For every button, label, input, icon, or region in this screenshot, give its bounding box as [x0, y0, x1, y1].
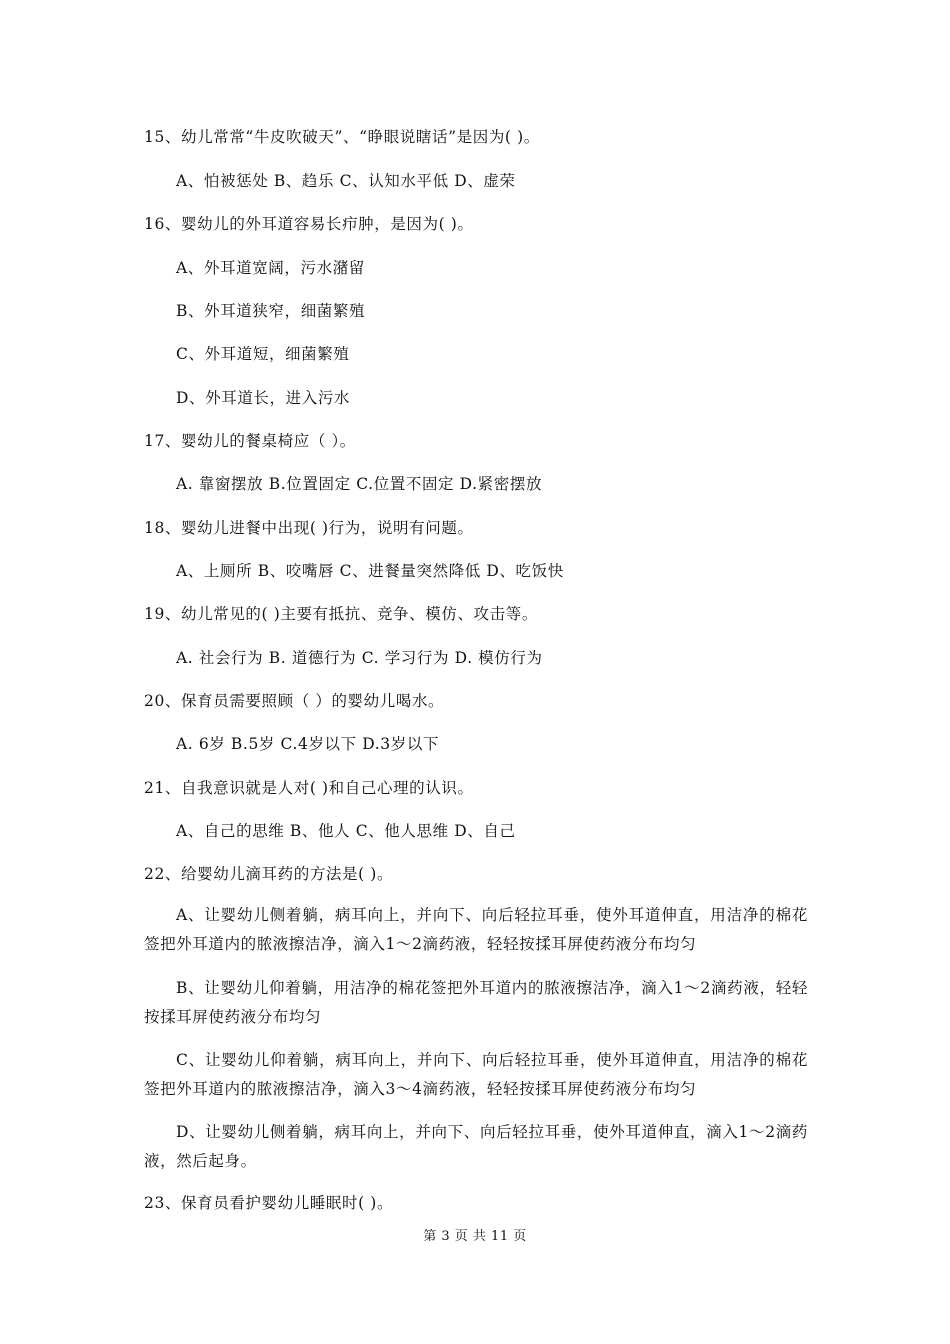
question-21-stem: 21、自我意识就是人对( )和自己心理的认识。: [144, 779, 474, 797]
question-22-option-c: C、让婴幼儿仰着躺，病耳向上，并向下、向后轻拉耳垂，使外耳道伸直，用洁净的棉花签把外耳道内的脓液擦洁净，滴入3～4滴药液，轻轻按揉耳屏使药液分布均匀: [144, 1051, 808, 1098]
question-22-option-d: D、让婴幼儿侧着躺，病耳向上，并向下、向后轻拉耳垂，使外耳道伸直，滴入1～2滴药液，然后起身。: [144, 1123, 808, 1170]
question-23-stem: 23、保育员看护婴幼儿睡眠时( )。: [144, 1194, 394, 1212]
question-20-stem: 20、保育员需要照顾（ ）的婴幼儿喝水。: [144, 692, 445, 710]
page-number-footer: 第 3 页 共 11 页: [423, 1229, 527, 1244]
question-22-stem: 22、给婴幼儿滴耳药的方法是( )。: [144, 865, 394, 883]
question-15-options: A、怕被惩处 B、趋乐 C、认知水平低 D、虚荣: [176, 172, 516, 190]
question-22-option-a: A、让婴幼儿侧着躺，病耳向上，并向下、向后轻拉耳垂，使外耳道伸直，用洁净的棉花签把外耳道内的脓液擦洁净，滴入1～2滴药液，轻轻按揉耳屏使药液分布均匀: [144, 906, 808, 953]
question-16-option-d: D、外耳道长，进入污水: [176, 389, 351, 407]
question-17-options: A. 靠窗摆放 B.位置固定 C.位置不固定 D.紧密摆放: [176, 475, 543, 493]
question-18-options: A、上厕所 B、咬嘴唇 C、进餐量突然降低 D、吃饭快: [176, 562, 564, 580]
question-19-options: A. 社会行为 B. 道德行为 C. 学习行为 D. 模仿行为: [176, 649, 543, 667]
question-16-option-c: C、外耳道短，细菌繁殖: [176, 345, 350, 363]
question-17-stem: 17、婴幼儿的餐桌椅应（ ）。: [144, 432, 356, 450]
question-21-options: A、自己的思维 B、他人 C、他人思维 D、自己: [176, 822, 516, 840]
question-22-option-b: B、让婴幼儿仰着躺，用洁净的棉花签把外耳道内的脓液擦洁净，滴入1～2滴药液，轻轻按揉耳屏使药液分布均匀: [144, 979, 808, 1026]
question-19-stem: 19、幼儿常见的( )主要有抵抗、竞争、模仿、攻击等。: [144, 605, 538, 623]
question-16-option-b: B、外耳道狭窄，细菌繁殖: [176, 302, 366, 320]
question-16-stem: 16、婴幼儿的外耳道容易长疖肿，是因为( )。: [144, 215, 474, 233]
question-20-options: A. 6岁 B.5岁 C.4岁以下 D.3岁以下: [176, 735, 440, 753]
question-18-stem: 18、婴幼儿进餐中出现( )行为，说明有问题。: [144, 519, 474, 537]
question-16-option-a: A、外耳道宽阔，污水潴留: [176, 259, 365, 277]
question-15-stem: 15、幼儿常常“牛皮吹破天”、“睁眼说瞎话”是因为( )。: [144, 128, 540, 146]
